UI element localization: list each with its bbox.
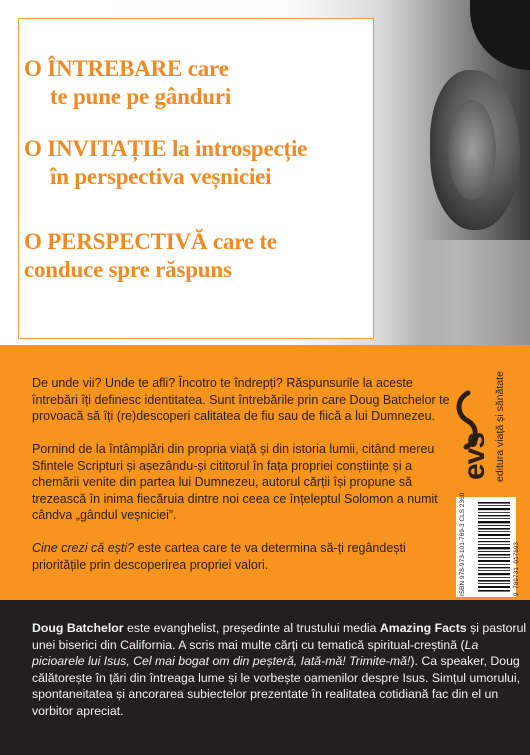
bio-text-3: ). Ca speaker, Doug călătorește în țări din întreaga lume și le vorbește oamenilor despre Isus. Simțul umorului, spontaneitatea și ancorarea subiectelor prezentate în realitatea cotidiană fac din el un vorbitor apreciat. (32, 654, 521, 718)
barcode-digits: 9 789731 017693 (513, 541, 520, 596)
author-bio (32, 620, 530, 719)
publisher-logo-mark: evs (458, 432, 491, 480)
question-3-lead: O PERSPECTIVĂ care te (24, 229, 277, 254)
question-2-cont: în perspectiva veșniciei (50, 164, 272, 189)
blurb-paragraph-1: De unde vii? Unde te afli? Încotro te îndrepți? Răspunsurile la aceste întrebări îți definesc identitatea. Sunt întrebările prin care Doug Batchelor te provoacă să îți (re)descoperi calitatea de fiu sau de fiică a lui Dumnezeu. (32, 376, 450, 423)
book-title-italic: Cine crezi că ești? (32, 541, 135, 555)
question-1 (24, 55, 231, 111)
isbn-text: ISBN 978-973-101-769-3 CLS 2360 (459, 492, 466, 596)
bio-text-1: este evanghelist, președinte al trustului media (123, 621, 380, 635)
photo-ear-inner (448, 100, 496, 200)
barcode-icon (478, 500, 510, 594)
author-name: Doug Batchelor (32, 621, 124, 635)
question-1-cont: te pune pe gânduri (50, 84, 232, 109)
blurb-paragraph-2: Pornind de la întâmplări din propria viață și din istoria lumii, citând mereu Sfintele Scripturi și așezându-și cititorul în fața propriei conștiințe și a chemării venite din partea lui Dumnezeu, autorul cărții își propune să trezească în inima fiecăruia dintre noi ceea ce înțeleptul Solomon a numit cândva „gândul veșniciei”. (32, 442, 438, 522)
photo-neck (400, 240, 530, 345)
question-1-lead: O ÎNTREBARE care (24, 56, 229, 81)
blurb-paragraph-3-rest: este cartea care te va determina să-ți regândești prioritățile prin descoperirea propriei valori. (32, 541, 406, 572)
blurb-paragraph-3 (32, 540, 452, 573)
photo-hair (470, 0, 530, 70)
question-3 (24, 228, 277, 284)
question-3-cont: conduce spre răspuns (24, 257, 232, 282)
bio-text-2: și pastorul unei biserici din California. A scris mai multe cărți cu tematică spiritual-creștină ( (32, 621, 527, 652)
question-2 (24, 135, 307, 191)
publisher-tagline: editura viață și sănătate (494, 371, 506, 482)
book-list: La picioarele lui Isus, Cel mai bogat om din peșteră, Iată-mă! Trimite-mă! (32, 637, 479, 668)
question-2-lead: O INVITAȚIE la introspecție (24, 136, 308, 161)
organization-name: Amazing Facts (379, 621, 467, 635)
